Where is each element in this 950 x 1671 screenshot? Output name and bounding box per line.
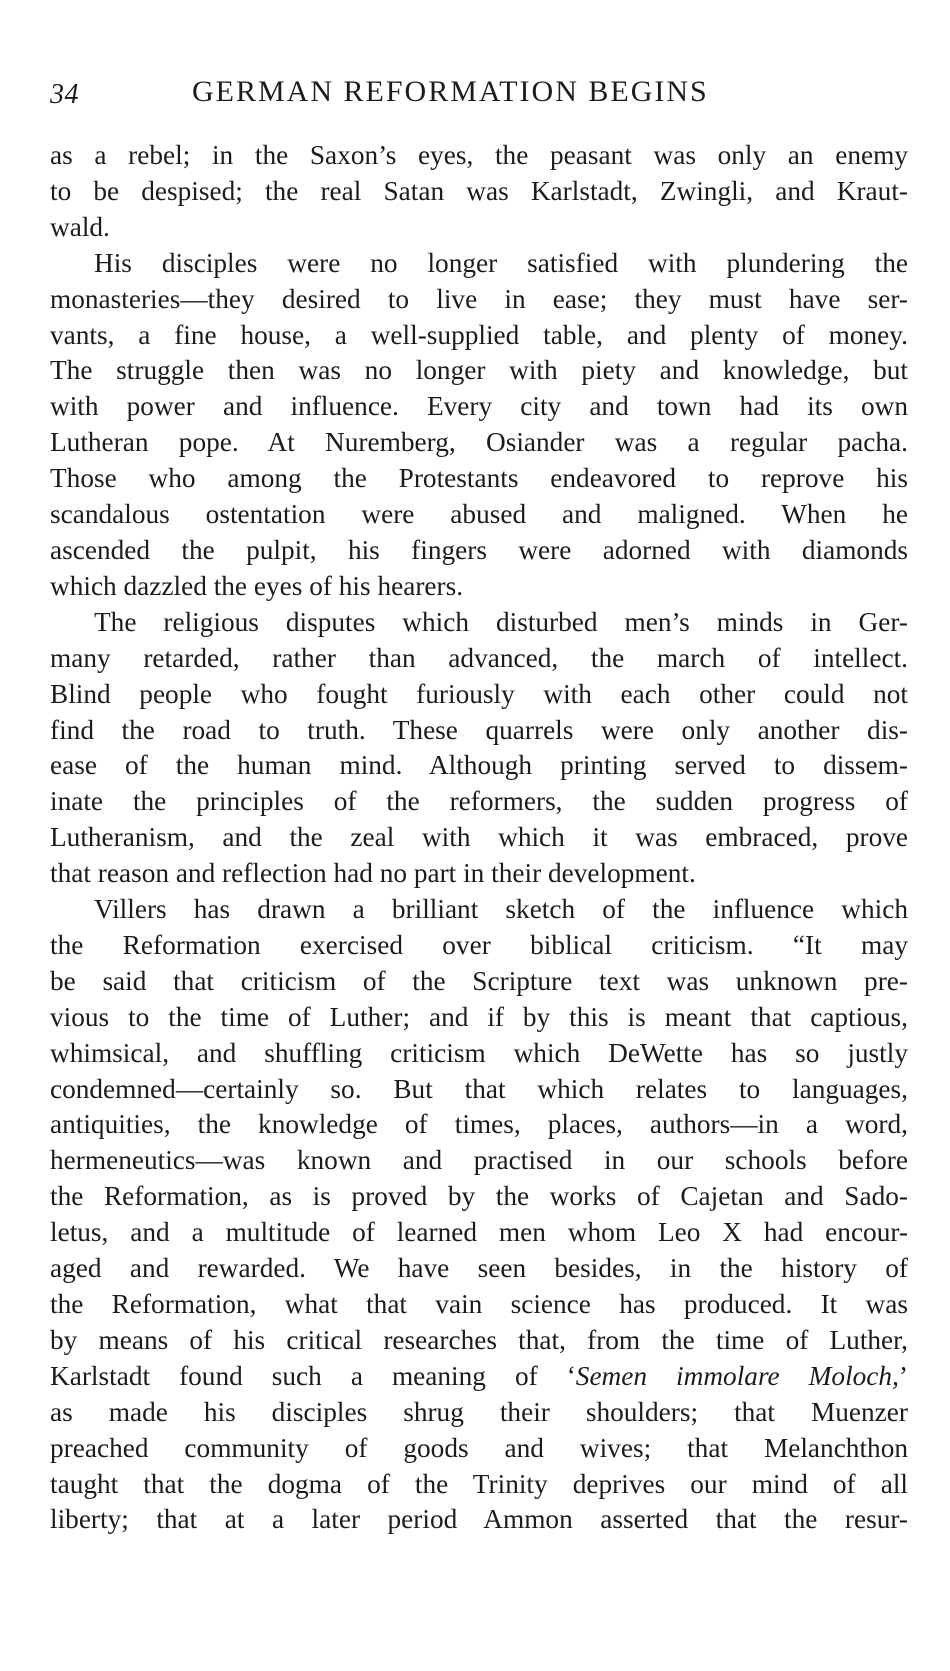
text-line: many retarded, rather than advanced, the march of intellect. <box>50 642 908 673</box>
paragraph-2 <box>50 246 908 605</box>
text-line: ascended the pulpit, his fingers were adorned with diamonds <box>50 534 908 565</box>
text-line: aged and rewarded. We have seen besides, in the history of <box>50 1253 908 1284</box>
text-line: The religious disputes which disturbed men’s minds in Ger- <box>94 606 908 637</box>
text-line: Blind people who fought furiously with each other could not <box>50 678 908 709</box>
running-header <box>50 75 908 115</box>
text-line: vious to the time of Luther; and if by this is meant that captious, <box>50 1001 908 1032</box>
text-line: whimsical, and shuffling criticism which DeWette has so justly <box>50 1037 908 1068</box>
text-line: liberty; that at a later period Ammon asserted that the resur- <box>50 1504 908 1535</box>
paragraph-4 <box>50 892 908 1538</box>
text-line: preached community of goods and wives; that Melanchthon <box>50 1432 908 1463</box>
text-line: vants, a fine house, a well-supplied table, and plenty of money. <box>50 319 908 350</box>
text-line: which dazzled the eyes of his hearers. <box>50 570 464 601</box>
text-line: the Reformation, as is proved by the works of Cajetan and Sado- <box>50 1181 908 1212</box>
text-line: taught that the dogma of the Trinity deprives our mind of all <box>50 1468 908 1499</box>
text-line: with power and influence. Every city and town had its own <box>50 391 908 422</box>
text-line: to be despised; the real Satan was Karlstadt, Zwingli, and Kraut- <box>50 175 908 206</box>
text-line: the Reformation, what that vain science has produced. It was <box>50 1289 908 1319</box>
page-header-title: GERMAN REFORMATION BEGINS <box>192 75 709 108</box>
latin-phrase: Semen immolare Moloch, <box>575 1360 899 1391</box>
text-line: as made his disciples shrug their shoulders; that Muenzer <box>50 1396 908 1427</box>
paragraph-1 <box>50 138 908 246</box>
body-text <box>50 138 908 1538</box>
text-line: condemned—certainly so. But that which relates to languages, <box>50 1073 908 1104</box>
text-line: monasteries—they desired to live in ease; they must have ser- <box>50 283 908 314</box>
text-line: inate the principles of the reformers, the sudden progress of <box>50 786 908 817</box>
text-line: Lutheranism, and the zeal with which it was embraced, prove <box>50 822 908 853</box>
text-line: by means of his critical researches that, from the time of Luther, <box>50 1324 908 1355</box>
text-line: antiquities, the knowledge of times, places, authors—in a word, <box>50 1109 908 1140</box>
text-line: as a rebel; in the Saxon’s eyes, the peasant was only an enemy <box>50 140 908 170</box>
text-line: that reason and reflection had no part in their development. <box>50 858 696 889</box>
paragraph-3 <box>50 605 908 892</box>
book-page <box>50 0 908 1671</box>
text-line: letus, and a multitude of learned men whom Leo X had encour- <box>50 1217 908 1248</box>
text-line: The struggle then was no longer with piety and knowledge, but <box>50 355 908 386</box>
text-line: Those who among the Protestants endeavored to reprove his <box>50 463 908 494</box>
text-line: Villers has drawn a brilliant sketch of the influence which <box>94 894 908 925</box>
text-line: be said that criticism of the Scripture text was unknown pre- <box>50 965 908 996</box>
text-line: wald. <box>50 211 110 242</box>
text-line: ease of the human mind. Although printing served to dissem- <box>50 750 908 781</box>
text-line: Lutheran pope. At Nuremberg, Osiander was a regular pacha. <box>50 427 908 458</box>
text-line: hermeneutics—was known and practised in our schools before <box>50 1145 908 1176</box>
page-number: 34 <box>50 79 79 110</box>
text-line: His disciples were no longer satisfied with plundering the <box>94 247 908 278</box>
text-line: the Reformation exercised over biblical criticism. “It may <box>50 929 908 960</box>
text-line: scandalous ostentation were abused and maligned. When he <box>50 499 908 530</box>
text-line-with-italic: Karlstadt found such a meaning of ‘Semen immolare Moloch,’ <box>50 1360 908 1391</box>
text-line: find the road to truth. These quarrels were only another dis- <box>50 714 908 745</box>
